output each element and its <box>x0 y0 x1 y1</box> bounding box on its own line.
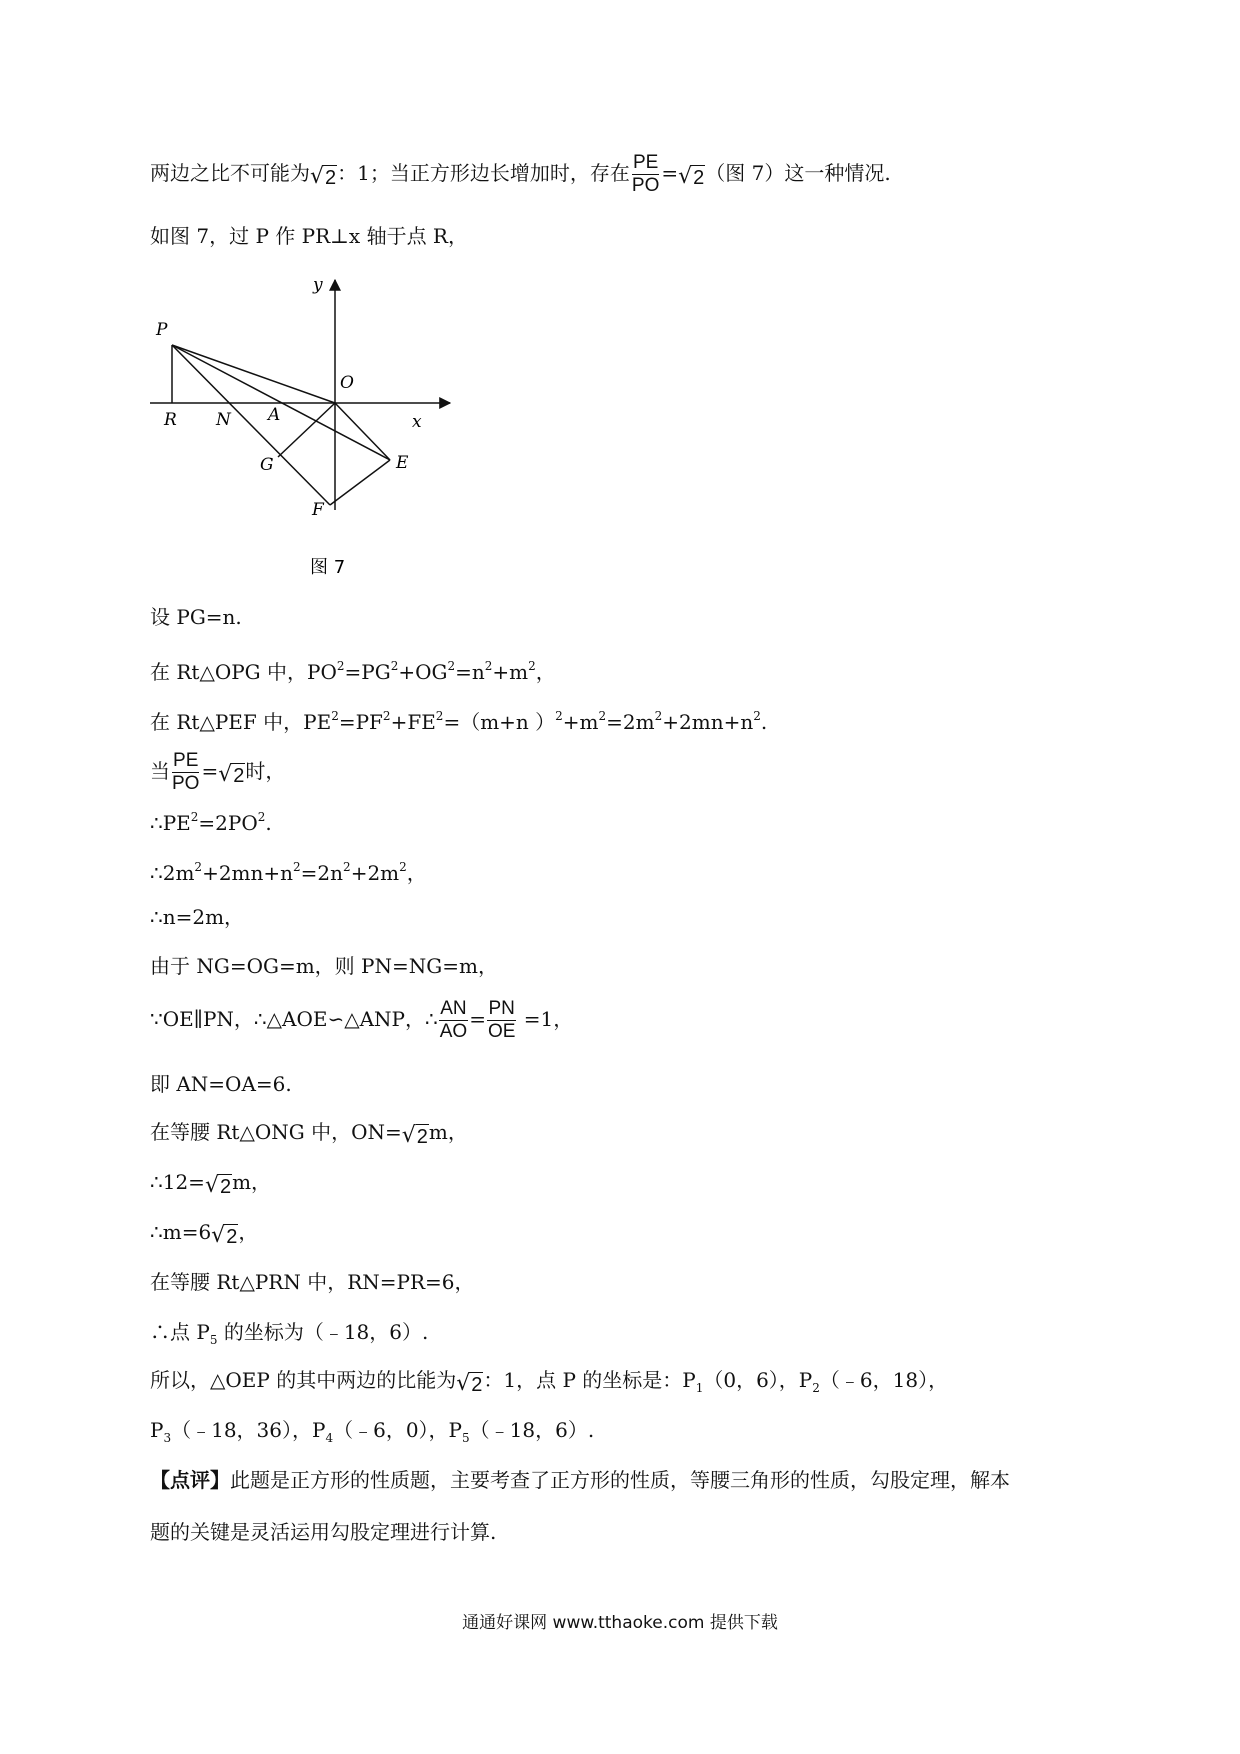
text: ∴m=6 <box>150 1220 212 1244</box>
text: +m <box>492 660 529 684</box>
label-g: G <box>260 455 274 475</box>
text-line-4 <box>150 652 556 686</box>
denominator: PO <box>172 773 200 794</box>
sqrt-expression <box>310 164 337 190</box>
text: =2PO <box>198 811 258 835</box>
radical-sign: √ <box>204 1173 219 1198</box>
text: ：1，点 P 的坐标是：P <box>483 1368 696 1392</box>
superscript: 2 <box>293 860 301 874</box>
label-e: E <box>396 453 409 473</box>
radicand: 2 <box>416 1126 428 1148</box>
text: = <box>469 1007 486 1031</box>
text: =2m <box>606 710 655 734</box>
text: ， <box>406 861 427 885</box>
superscript: 2 <box>336 659 345 673</box>
label-f: F <box>312 500 324 520</box>
superscript: 2 <box>343 860 351 874</box>
text: 在 Rt△PEF 中，PE <box>150 710 332 734</box>
text: （﹣18，6）. <box>469 1418 595 1442</box>
text: =（m+n ） <box>443 710 556 734</box>
text-line-17 <box>150 1318 428 1354</box>
text: = <box>661 161 679 185</box>
fraction-an-ao <box>439 998 468 1043</box>
subscript: 5 <box>209 1333 218 1347</box>
footer-credit: 通通好课网 www.tthaoke.com 提供下载 <box>462 1613 778 1633</box>
subscript: 5 <box>462 1431 470 1445</box>
superscript: 2 <box>598 709 607 723</box>
text: （﹣6，0），P <box>333 1418 463 1442</box>
label-a: A <box>268 405 281 425</box>
text: 当 <box>150 759 170 783</box>
text-line-20 <box>150 1466 1010 1494</box>
label-p: P <box>156 320 168 340</box>
text: ∴PE <box>150 811 191 835</box>
radical-sign: √ <box>310 164 325 189</box>
superscript: 2 <box>257 810 266 824</box>
sqrt-expression <box>678 164 705 190</box>
text: 的坐标为（﹣18，6）. <box>217 1320 429 1344</box>
numerator: PE <box>173 750 199 771</box>
radical-sign: √ <box>456 1371 471 1396</box>
text: （0，6），P <box>703 1368 813 1392</box>
text: +2mn+n <box>202 861 294 885</box>
superscript: 2 <box>555 709 563 723</box>
segment-po <box>172 345 335 403</box>
label-r: R <box>164 410 177 430</box>
text-line-15 <box>150 1218 258 1249</box>
text-line-2: 如图 7，过 P 作 PR⊥x 轴于点 R， <box>150 224 468 248</box>
subscript: 3 <box>163 1431 172 1445</box>
denominator: AO <box>439 1021 468 1042</box>
text-line-13 <box>150 1118 468 1149</box>
text: +m <box>562 710 599 734</box>
radicand: 2 <box>219 1176 232 1198</box>
superscript: 2 <box>435 709 444 723</box>
numerator: AN <box>440 998 467 1019</box>
text: +2m <box>350 861 400 885</box>
text-line-8 <box>150 853 427 887</box>
superscript: 2 <box>528 659 536 673</box>
geometry-diagram <box>150 270 455 585</box>
fraction-pe-po <box>631 152 660 197</box>
text: ∴12= <box>150 1170 205 1194</box>
text-line-16: 在等腰 Rt△PRN 中，RN=PR=6， <box>150 1270 475 1294</box>
text: +FE <box>390 710 436 734</box>
label-n: N <box>216 410 231 430</box>
radical-sign: √ <box>218 762 233 787</box>
text-line-12: 即 AN=OA=6. <box>150 1072 292 1096</box>
radicand: 2 <box>226 1226 238 1248</box>
text: ：1；当正方形边长增加时，存在 <box>337 161 630 185</box>
text-line-19 <box>150 1416 594 1452</box>
text: = <box>201 759 219 783</box>
text-line-9: ∴n=2m， <box>150 905 245 929</box>
text: 在等腰 Rt△ONG 中，ON= <box>150 1120 402 1144</box>
superscript: 2 <box>654 709 663 723</box>
superscript: 2 <box>190 810 199 824</box>
superscript: 2 <box>194 860 203 874</box>
text-line-21: 题的关键是灵活运用勾股定理进行计算. <box>150 1520 497 1544</box>
text-line-5 <box>150 702 767 736</box>
comment-tag: 【点评】 <box>150 1468 230 1492</box>
text: . <box>760 710 768 734</box>
text-line-11 <box>150 998 573 1043</box>
text: ， <box>535 660 556 684</box>
fraction-pn-oe <box>487 998 516 1043</box>
sqrt-expression <box>205 1173 232 1199</box>
text: P <box>150 1418 164 1442</box>
subscript: 2 <box>812 1381 820 1395</box>
text: =2n <box>300 861 344 885</box>
text: +2mn+n <box>662 710 754 734</box>
denominator: OE <box>487 1021 516 1042</box>
radicand: 2 <box>233 765 245 787</box>
text-line-14 <box>150 1168 271 1199</box>
subscript: 4 <box>325 1431 334 1445</box>
radicand: 2 <box>471 1374 483 1396</box>
label-x: x <box>412 412 422 432</box>
sqrt-expression <box>456 1371 483 1397</box>
numerator: PN <box>488 998 515 1019</box>
radical-sign: √ <box>401 1123 416 1148</box>
subscript: 1 <box>695 1381 704 1395</box>
numerator: PE <box>632 152 659 173</box>
superscript: 2 <box>447 659 456 673</box>
text: 在 Rt△OPG 中，PO <box>150 660 337 684</box>
text-line-3: 设 PG=n. <box>150 605 242 629</box>
text: =PF <box>338 710 383 734</box>
text: （﹣18，36），P <box>171 1418 326 1442</box>
superscript: 2 <box>753 709 761 723</box>
text-line-10: 由于 NG=OG=m，则 PN=NG=m， <box>150 954 498 978</box>
text: =1， <box>517 1007 574 1031</box>
radical-sign: √ <box>211 1223 226 1248</box>
sqrt-expression <box>218 762 245 788</box>
text-line-6 <box>150 750 285 795</box>
text: m， <box>232 1170 272 1194</box>
text: ∴点 P <box>150 1320 210 1344</box>
text: m， <box>428 1120 468 1144</box>
text: 时， <box>245 759 286 783</box>
text: =PG <box>344 660 391 684</box>
radicand: 2 <box>693 167 705 189</box>
sqrt-expression <box>402 1123 429 1149</box>
text: 所以，△OEP 的其中两边的比能为 <box>150 1368 457 1392</box>
denominator: PO <box>631 175 660 196</box>
radical-sign: √ <box>678 164 693 189</box>
radicand: 2 <box>325 167 337 189</box>
text: 此题是正方形的性质题，主要考查了正方形的性质，等腰三角形的性质，勾股定理，解本 <box>230 1468 1010 1492</box>
superscript: 2 <box>399 860 407 874</box>
text: （图 7）这一种情况. <box>705 161 891 185</box>
fraction-pe-po <box>171 750 200 795</box>
segment-og <box>278 403 335 457</box>
text: 两边之比不可能为 <box>150 161 310 185</box>
label-o: O <box>340 373 354 393</box>
superscript: 2 <box>382 709 391 723</box>
text-line-18 <box>150 1366 948 1402</box>
figure-caption: 图 7 <box>310 557 346 578</box>
superscript: 2 <box>331 709 339 723</box>
label-y: y <box>313 275 323 295</box>
segment-oe <box>335 403 390 460</box>
text: . <box>265 811 272 835</box>
segment-ef <box>330 460 390 505</box>
text: （﹣6，18）， <box>819 1368 949 1392</box>
text-line-1 <box>150 152 891 197</box>
superscript: 2 <box>484 659 493 673</box>
text: =n <box>455 660 485 684</box>
segment-pf <box>172 345 330 505</box>
figure-7 <box>150 270 455 585</box>
text: ∴2m <box>150 861 195 885</box>
superscript: 2 <box>390 659 399 673</box>
text: +OG <box>398 660 448 684</box>
text: ∵OE∥PN，∴△AOE∽△ANP，∴ <box>150 1007 438 1031</box>
text: ， <box>238 1220 259 1244</box>
text-line-7 <box>150 803 272 837</box>
sqrt-expression <box>211 1223 238 1249</box>
